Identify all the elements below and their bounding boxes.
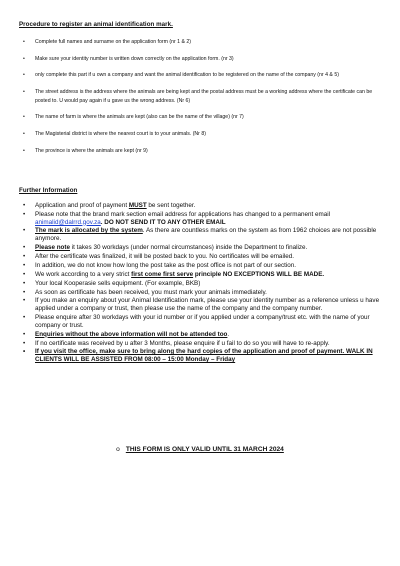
email-link[interactable]: animalid@dalrrd.gov.za — [35, 218, 101, 226]
emphasis: first come first serve — [131, 270, 194, 278]
further-information-heading: Further Information — [19, 187, 78, 194]
list-item: • After the certificate was finalized, it will be posted back to you. No certificates will be emailed. — [19, 253, 387, 261]
emphasis: . DO NOT SEND IT TO ANY OTHER EMAIL — [100, 218, 226, 226]
list-item: • As soon as certificate has been received, you must mark your animals immediately. — [19, 289, 387, 297]
list-item: • only complete this part if u own a company and want the animal identification to be registered on the name of the company (nr 4 & 5) — [19, 71, 387, 79]
procedure-list — [19, 38, 387, 163]
list-item: • Complete full names and surname on the application form (nr 1 & 2) — [19, 38, 387, 46]
text: Application and proof of payment — [35, 202, 129, 209]
text: Please note that the brand mark section email address for applications has changed to a permanent email — [35, 210, 331, 218]
emphasis: Enquiries without the above information will not be attended too — [35, 330, 228, 338]
list-item: • If you visit the office, make sure to bring along the hard copies of the application and proof of payment. WALK IN CLIENTS WILL BE ASSISTED FROM 08:00 – 15:00 Monday – Friday — [19, 348, 387, 363]
list-item: • The province is where the animals are kept (nr 9) — [19, 147, 387, 155]
procedure-heading: Procedure to register an animal identification mark. — [19, 21, 173, 28]
list-item: • If you make an enquiry about your Animal Identification mark, please use your identity number as a reference unless u have applied under a company or trust, then please use the name of the company and the company number. — [19, 297, 387, 312]
text: . As there are countless marks on the system as from 1962 choices are not possible anymore. — [35, 227, 377, 243]
further-information-list — [19, 202, 387, 365]
list-item: • The Magisterial district is where the nearest court is to your animals. (Nr 8) — [19, 130, 387, 138]
validity-notice — [0, 446, 400, 453]
list-item — [19, 244, 387, 252]
list-item: • If no certificate was received by u after 3 Months, please enquire if u fail to do so you will have to re-apply. — [19, 340, 387, 348]
emphasis: principle NO EXCEPTIONS WILL BE MADE. — [193, 270, 325, 278]
emphasis: The mark is allocated by the system — [35, 227, 143, 235]
list-item — [19, 211, 387, 226]
text: be sent together. — [146, 202, 196, 209]
list-item: • Make sure your identity number is written down correctly on the application form. (nr 3) — [19, 55, 387, 63]
text: it takes 30 workdays (under normal circumstances) inside the Department to finalize. — [70, 244, 308, 252]
list-item — [19, 271, 387, 279]
circle-bullet-icon: o — [116, 446, 120, 453]
text: . — [227, 330, 230, 338]
list-item — [19, 227, 387, 242]
list-item: • In addition, we do not know how long the post take as the post office is not part of our section. — [19, 262, 387, 270]
emphasis: MUST — [128, 202, 147, 209]
emphasis: Please note — [35, 244, 70, 252]
list-item — [19, 202, 387, 210]
list-item: • The street address is the address where the animals are being kept and the postal address must be a working address where the certificate can be posted to. U would pay again if u gave us the wrong address. (Nr 6) — [19, 88, 387, 105]
list-item: • The name of farm is where the animals are kept (also can be the name of the village) (nr 7) — [19, 113, 387, 121]
text: We work according to a very strict — [35, 270, 132, 278]
list-item: • Your local Kooperasie sells equipment. (For example, BKB) — [19, 280, 387, 288]
validity-text: THIS FORM IS ONLY VALID UNTIL 31 MARCH 2024 — [125, 446, 284, 453]
list-item — [19, 331, 387, 339]
list-item: • Please enquire after 30 workdays with your id number or if you applied under a company/trust etc. with the name of your company or trust. — [19, 314, 387, 329]
